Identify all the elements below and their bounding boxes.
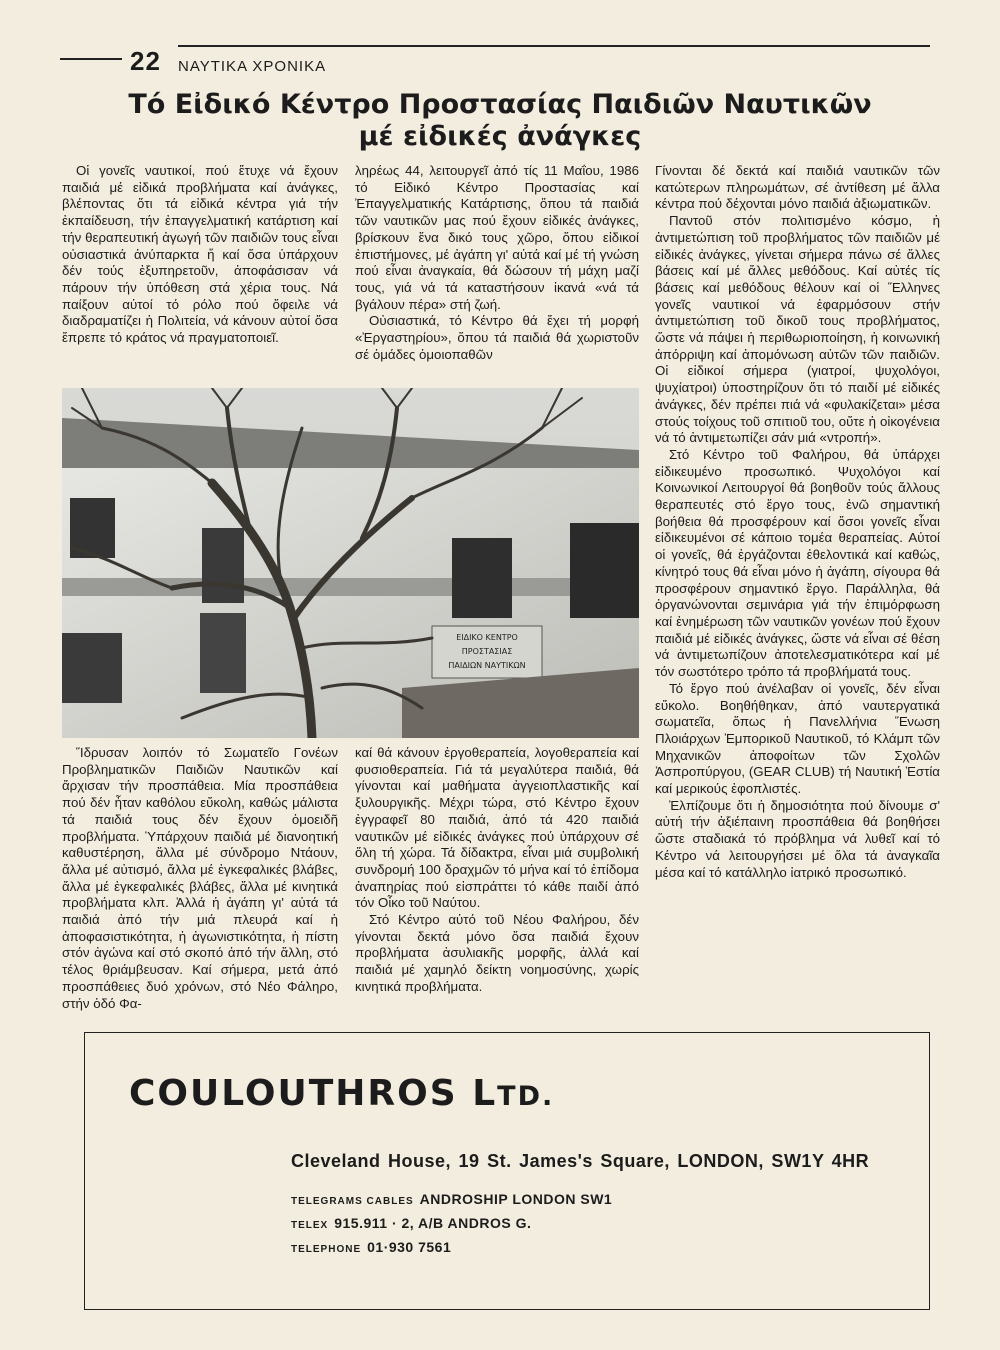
column2-bottom <box>355 745 639 996</box>
building-photo-image <box>62 388 639 738</box>
paragraph: Στό Κέντρο τοῦ Φαλήρου, θά ὑπάρχει εἰδικευμένο προσωπικό. Ψυχολόγοι καί Κοινωνικοί Λειτουργοί θά βοηθοῦν τούς ἄλλους θεραπευτές στό ἔργο τους, ἐνῶ σημαντική βοήθεια θά προσφέρουν καί ὅσοι γονεῖς εἶναι εἰδικευμένοι σέ κάποιο τομέα θεραπείας. Αὐτοί οἱ γονεῖς, θά ἐργάζονται ἐθελοντικά καί καθώς, κίνητρό τους θά εἶναι μόνο ἡ ἀγάπη, σίγουρα θά προσφέρουν σημαντικό ἔργο. Παράλληλα, θά ὀργανώνονται σεμινάρια γιά τήν ἐπιμόρφωση καί ἐνημέρωση τῶν ναυτικῶν γονέων πού ἔχουν παιδιά μέ εἰδικές ἀνάγκες, ὥστε νά εἶναι σέ θέση νά ἀντιμετωπίζουν ἀποτελεσματικότερα καί μέ τόν σωστότερο τρόπο τά προβλήματά τους. <box>655 446 940 680</box>
column1-top <box>62 163 338 347</box>
paragraph: Ἵδρυσαν λοιπόν τό Σωματεῖο Γονέων Προβληματικῶν Παιδιῶν Ναυτικῶν καί ἄρχισαν τήν προσπάθεια. Μία προσπάθεια πού δέν ἦταν καθόλου εὔκολη, καθώς μάλιστα τά παιδιά τους δέν ἔχουν ὁμοειδῆ προβλήματα. Ὑπάρχουν παιδιά μέ διανοητική καθυστέρηση, ἄλλα μέ σύνδρομο Ντάουν, ἄλλα μέ αὐτισμό, ἄλλα μέ ἐγκεφαλικές βλάβες, ἄλλα μέ ἐγκεφαλικές βλάβες, ἄλλα μέ κινητικά προβλήματα κλπ. Ἀλλά ἡ ἀγάπη γι' αὐτά τά παιδιά ἀπό τήν μιά πλευρά καί ἡ ἀποφασιστικότητα, ἡ ἀγωνιστικότητα, ἡ πίστη στόν ἀγώνα καί στό σκοπό ἀπό τήν ἄλλη, στό τέλος θριάμβευσαν. Καί σήμερα, μετά ἀπό προσπάθειες δυό χρόνων, στό Νέο Φάληρο, στήν ὁδό Φα- <box>62 745 338 1011</box>
ad-telex <box>291 1215 531 1231</box>
ad-telex-value: 915.911 · 2, A/B ANDROS G. <box>334 1215 532 1231</box>
ad-telegrams-value: ANDROSHIP LONDON SW1 <box>419 1191 613 1207</box>
article-title-line2: μέ εἰδικές ἀνάγκες <box>358 121 642 152</box>
ad-telephone <box>291 1239 451 1255</box>
ad-telephone-label: TELEPHONE <box>291 1244 362 1255</box>
header-rule-left <box>60 58 122 60</box>
paragraph: ληρέως 44, λειτουργεῖ ἀπό τίς 11 Μαΐου, 1986 τό Εἰδικό Κέντρο Προστασίας καί Ἐπαγγελματικής Κατάρτισης, ὅπου τά παιδιά τῶν ναυτικῶν μας πού ἔχουν εἰδικές ἀνάγκες, βρίσκουν ἕνα δικό τους χῶρο, ὅπου εἰδικοί ἐπιστήμονες, μέ ἀγάπη γι' αὐτά καί μέ τή γνώση πού εἶναι ἀναγκαία, θά δώσουν τή μάχη μαζί τους, γιά νά τά καταστήσουν ἱκανά «νά τά βγάλουν πέρα» στή ζωή. <box>355 163 639 312</box>
column2-top <box>355 163 639 363</box>
ad-brand-suffix: TD. <box>497 1081 555 1112</box>
ad-brand-name: COULOUTHROS L <box>129 1073 498 1114</box>
paragraph: καί θά κάνουν ἐργοθεραπεία, λογοθεραπεία καί φυσιοθεραπεία. Γιά τά μεγαλύτερα παιδιά, θά γίνονται καί μαθήματα ἀγγειοπλαστικῆς καί ξυλουργικῆς. Μέχρι τώρα, στό Κέντρο ἔχουν ἐγγραφεῖ 80 παιδιά, ἀπό τά 420 παιδιά ναυτικῶν μέ εἰδικές ἀνάγκες πού ὑπάρχουν σέ ὅλη τή χώρα. Τά δίδακτρα, εἶναι μιά συμβολική συνδρομή 100 δραχμῶν τό μήνα καί τό ἐπίδομα ἀναπηρίας πού εἰσπράττει τό κάθε παιδί ἀπό τόν Οἶκο τοῦ Ναύτου. <box>355 745 639 911</box>
paragraph: Ἐλπίζουμε ὅτι ἡ δημοσιότητα πού δίνουμε σ' αὐτή τήν ἀξιέπαινη προσπάθεια θά βοηθήσει ὥστε σταδιακά τό πρόβλημα νά λυθεῖ καί τό Κέντρο νά λειτουργήσει μέ ὅλα τά ἀναγκαῖα μέσα καί τό κατάλληλο ἰατρικό προσωπικό. <box>655 797 940 880</box>
magazine-name: ΝΑΥΤΙΚΑ ΧΡΟΝΙΚΑ <box>178 58 327 75</box>
page-number: 22 <box>130 46 161 76</box>
sign-line1: ΕΙΔΙΚΟ ΚΕΝΤΡΟ <box>456 633 518 642</box>
ad-address: Cleveland House, 19 St. James's Square, LONDON, SW1Y 4HR <box>291 1151 870 1171</box>
header-rule-right <box>178 45 930 47</box>
column3 <box>655 163 940 881</box>
paragraph: Τό ἔργο πού ἀνέλαβαν οἱ γονεῖς, δέν εἶναι εὔκολο. Βοηθήθηκαν, ἀπό ναυτεργατικά σωματεῖα, ὅπως ἡ Πανελλήνια Ἕνωση Πλοιάρχων Ἐμπορικοῦ Ναυτικοῦ, τό Κλάμπ τῶν Μηχανικῶν ἀποφοίτων τῶν Σχολῶν Ἀσπροπύργου, (GEAR CLUB) τή Ναυτική Ἑστία καί μερικούς ἐφοπλιστές. <box>655 680 940 797</box>
paragraph: Οἱ γονεῖς ναυτικοί, πού ἔτυχε νά ἔχουν παιδιά μέ εἰδικά προβλήματα καί ἀνάγκες, βλέποντας ὅτι τά εἰδικά κέντρα γιά τήν ἐκπαίδευση, τήν ἐπαγγελματική κατάρτιση καί τήν θεραπευτική ἀγωγή τῶν παιδιῶν τους εἶναι οὐσιαστικά ἀνύπαρκτα ἤ καί ὅσα ὑπάρχουν δέν τούς ἐξυπηρετοῦν, ἀποφάσισαν νά πάρουν τήν ὑπόθεση στά χέρια τους. Νά παίξουν αὐτοί τό ρόλο πού ὄφειλε νά διαδραματίζει ἡ Πολιτεία, νά κάνουν αὐτοί ὅσα ἔπρεπε τό κράτος νά πραγματοποιεῖ. <box>62 163 338 346</box>
paragraph: Παντοῦ στόν πολιτισμένο κόσμο, ἡ ἀντιμετώπιση τοῦ προβλήματος τῶν παιδιῶν μέ εἰδικές ἀνάγκες, γίνεται σήμερα πάνω σέ ἄλλες βάσεις καί μέ ἄλλες μεθόδους. Καί αὐτές τίς βάσεις καί μεθόδους θέλουν καί οἱ Ἕλληνες γονεῖς ναυτικοί νά ἐφαρμόσουν στήν ἀντιμετώπιση τοῦ δικοῦ τους προβλήματος, ὥστε νά πάψει ἡ περιθωριοποίηση, ἡ κοινωνική ἀπόρριψη καί ἀπομόνωση αὐτῶν τῶν παιδιῶν. Οἱ εἰδικοί σήμερα (γιατροί, ψυχολόγοι, ψυχίατροι) ὑποστηρίζουν ὅτι τό παιδί μέ εἰδικές ἀνάγκες, δέν πρέπει πιά νά «φυλακίζεται» μέσα στούς τοίχους τοῦ σπιτιοῦ του, οὔτε ἡ οἰκογένεια νά τό ἀντιμετωπίζει σάν μιά «ντροπή». <box>655 213 940 446</box>
ad-telegrams-label: TELEGRAMS CABLES <box>291 1196 414 1207</box>
paragraph: Γίνονται δέ δεκτά καί παιδιά ναυτικῶν τῶν κατώτερων πληρωμάτων, σέ ἀντίθεση μέ ἄλλα κέντρα πού δέχονται μόνο παιδιά ἀξιωματικῶν. <box>655 163 940 212</box>
advertisement <box>84 1032 930 1310</box>
building-photo <box>62 388 639 738</box>
article-title-line1: Τό Εἰδικό Κέντρο Προστασίας Παιδιῶν Ναυτικῶν <box>128 89 872 120</box>
column1-bottom <box>62 745 338 1012</box>
ad-brand <box>129 1073 554 1114</box>
sign-line3: ΠΑΙΔΙΩΝ ΝΑΥΤΙΚΩΝ <box>448 661 526 670</box>
sign-line2: ΠΡΟΣΤΑΣΙΑΣ <box>461 647 513 656</box>
ad-telephone-value: 01·930 7561 <box>367 1239 452 1255</box>
paragraph: Οὐσιαστικά, τό Κέντρο θά ἔχει τή μορφή «Ἐργαστηρίου», ὅπου τά παιδιά θά χωριστοῦν σέ ὁμάδες ὁμοιοπαθῶν <box>355 313 639 362</box>
paragraph: Στό Κέντρο αὐτό τοῦ Νέου Φαλήρου, δέν γίνονται δεκτά μόνο ὅσα παιδιά ἔχουν προβλήματα ἀσυλιακῆς μορφῆς, ἀλλά καί παιδιά μέ χαμηλό δείκτη νοημοσύνης, χωρίς κινητικά προβλήματα. <box>355 912 639 994</box>
ad-telegrams <box>291 1191 612 1207</box>
ad-telex-label: TELEX <box>291 1220 329 1231</box>
